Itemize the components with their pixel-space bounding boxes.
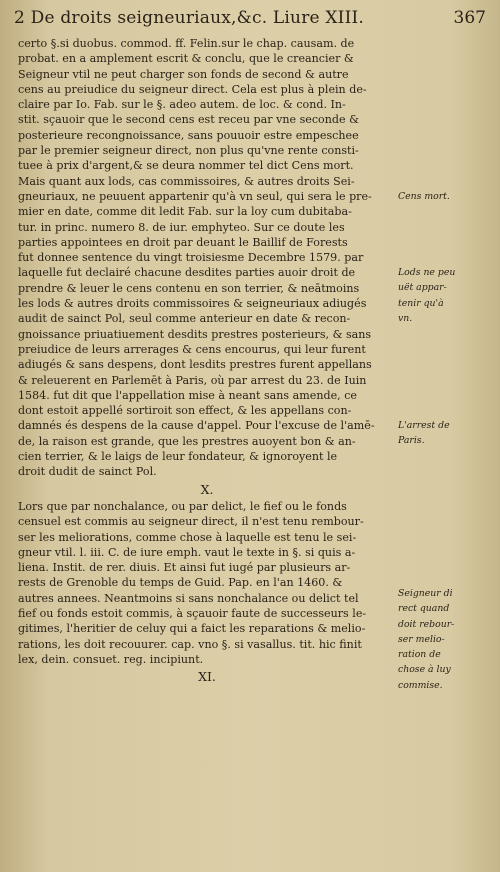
margin-line: chose à luy — [398, 664, 451, 676]
text-line: Seigneur vtil ne peut charger son fonds de second & autre — [18, 67, 349, 81]
margin-note-arrest — [398, 418, 498, 449]
text-line: probat. en a amplement escrit & conclu, que le creancier & — [18, 52, 354, 66]
margin-note-seigneur — [398, 586, 498, 693]
margin-line: Cens mort. — [398, 191, 450, 202]
margin-line: doit rebour- — [398, 618, 455, 630]
text-line: stit. sçauoir que le second cens est receu par vne seconde & — [18, 113, 359, 127]
paragraph-2 — [18, 499, 396, 667]
margin-line: tenir qu'à — [398, 297, 444, 309]
text-line: dont estoit appellé sortiroit son effect, & les appellans con- — [18, 404, 352, 418]
text-line: rests de Grenoble du temps de Guid. Pap. en l'an 1460. & — [18, 576, 343, 590]
text-line: laquelle fut declairé chacune desdites parties auoir droit de — [18, 266, 356, 280]
margin-line: Seigneur di — [398, 588, 453, 599]
text-line: fut donnee sentence du vingt troisiesme Decembre 1579. par — [18, 251, 364, 265]
text-line: damnés és despens de la cause d'appel. Pour l'excuse de l'amē- — [18, 419, 375, 433]
text-line: droit dudit de sainct Pol. — [18, 465, 157, 479]
text-line: gneur vtil. l. iii. C. de iure emph. vaut le texte in §. si quis a- — [18, 545, 356, 559]
section-heading-xi: XI. — [198, 669, 216, 685]
margin-line: Paris. — [398, 435, 425, 447]
margin-note-cens-mort — [398, 189, 498, 204]
text-line: ser les meliorations, comme chose à laquelle est tenu le sei- — [18, 530, 357, 544]
text-line: les lods & autres droits commissoires & seigneuriaux adiugés — [18, 297, 367, 311]
running-header — [14, 8, 486, 32]
margin-line: ser melio- — [398, 633, 445, 645]
page-number: 367 — [453, 8, 486, 28]
text-line: gneuriaux, ne peuuent appartenir qu'à vn seul, qui sera le pre- — [18, 189, 372, 203]
text-line: cien terrier, & le laigs de leur fondateur, & ignoroyent le — [18, 450, 338, 464]
text-line: rations, les doit recouurer. cap. vno §. si vasallus. tit. hic finit — [18, 637, 362, 651]
text-line: 1584. fut dit que l'appellation mise à neant sans amende, ce — [18, 388, 357, 402]
margin-line: Lods ne peu — [398, 267, 456, 278]
margin-line: ration de — [398, 649, 441, 661]
text-line: tur. in princ. numero 8. de iur. emphyteo. Sur ce doute les — [18, 220, 345, 234]
text-line: mier en date, comme dit ledit Fab. sur la loy cum dubitaba- — [18, 205, 352, 219]
text-line: tuee à prix d'argent,& se deura nommer tel dict Cens mort. — [18, 159, 354, 173]
text-line: autres annees. Neantmoins si sans nonchalance ou delict tel — [18, 591, 359, 605]
section-heading-x: X. — [200, 481, 214, 497]
text-line: Lors que par nonchalance, ou par delict, le fief ou le fonds — [18, 499, 347, 513]
text-line: lex, dein. consuet. reg. incipiunt. — [18, 652, 204, 666]
margin-line: L'arrest de — [398, 420, 450, 431]
text-line: posterieure recongnoissance, sans pouuoir estre empeschee — [18, 128, 359, 142]
running-title: 2 De droits seigneuriaux,&c. Liure XIII. — [14, 8, 365, 28]
text-line: cens au preiudice du seigneur direct. Cela est plus à plein de- — [18, 82, 367, 96]
text-line: gnoissance priuatiuement desdits prestres posterieurs, & sans — [18, 327, 372, 341]
text-line: Mais quant aux lods, cas commissoires, & autres droits Sei- — [18, 174, 355, 188]
margin-line: vn. — [398, 312, 413, 324]
text-line: censuel est commis au seigneur direct, il n'est tenu rembour- — [18, 515, 364, 529]
margin-line: commise. — [398, 679, 443, 691]
text-line: claire par Io. Fab. sur le §. adeo autem. de loc. & cond. In- — [18, 98, 346, 112]
text-line: preiudice de leurs arrerages & cens encourus, qui leur furent — [18, 342, 366, 356]
main-text — [18, 36, 396, 686]
text-line: audit de sainct Pol, seul comme anterieur en date & recon- — [18, 312, 351, 326]
text-line: de, la raison est grande, que les prestres auoyent bon & an- — [18, 434, 356, 448]
text-line: gitimes, l'heritier de celuy qui a faict les reparations & melio- — [18, 622, 366, 636]
text-line: parties appointees en droit par deuant le Baillif de Forests — [18, 235, 348, 249]
text-line: adiugés & sans despens, dont lesdits prestres furent appellans — [18, 358, 372, 372]
text-line: & releuerent en Parlemēt à Paris, où par arrest du 23. de Iuin — [18, 373, 367, 387]
text-line: certo §.si duobus. commod. ff. Felin.sur le chap. causam. de — [18, 37, 355, 50]
text-line: liena. Instit. de rer. diuis. Et ainsi fut iugé par plusieurs ar- — [18, 561, 351, 575]
paragraph-1 — [18, 36, 396, 480]
text-line: fief ou fonds estoit commis, à sçauoir faute de successeurs le- — [18, 606, 367, 620]
margin-line: uët appar- — [398, 282, 447, 294]
text-line: prendre & leuer le cens contenu en son terrier, & neātmoins — [18, 281, 360, 295]
margin-line: rect quand — [398, 603, 450, 615]
text-line: par le premier seigneur direct, non plus qu'vne rente consti- — [18, 144, 359, 158]
margin-note-lods — [398, 265, 498, 326]
